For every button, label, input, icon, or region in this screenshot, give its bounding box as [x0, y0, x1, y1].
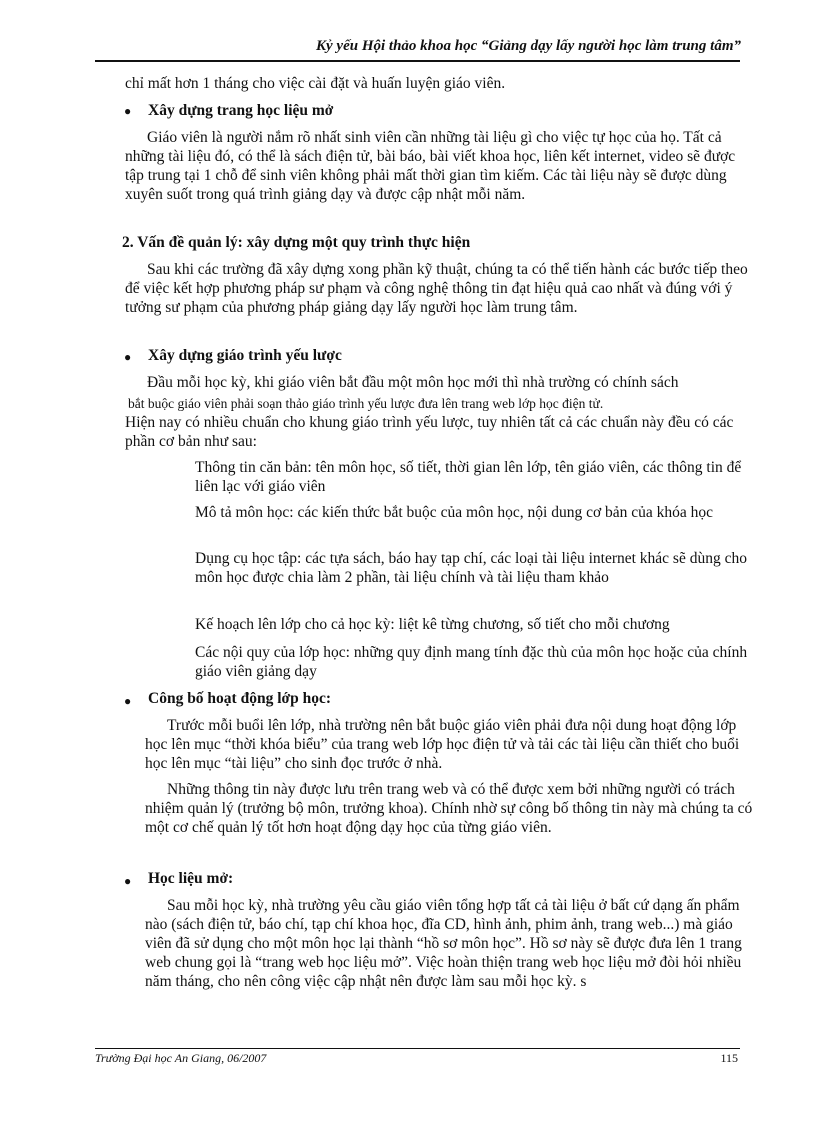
bullet-icon: ● — [124, 694, 132, 708]
paragraph: Sau mỗi học kỳ, nhà trường yêu cầu giáo viên tổng hợp tất cả tài liệu ở bất cứ dạng ấn phẩm nào (sách điện tử, báo chí, tạp chí khoa học, đĩa CD, hình ảnh, phim ảnh, trang web...) mà giáo viên đã sử dụng cho một môn học lại thành “hồ sơ môn học”. Hồ sơ này sẽ được đưa lên 1 trang web chung gọi là “trang web học liệu mở”. Việc hoàn thiện trang web học liệu mở đòi hỏi nhiều năm tháng, cho nên công việc cập nhật nên được làm sau mỗi học kỳ. s — [145, 897, 742, 990]
bullet-heading: Công bố hoạt động lớp học: — [148, 690, 332, 707]
bullet-icon: ● — [124, 104, 132, 118]
list-item: Thông tin căn bản: tên môn học, số tiết, thời gian lên lớp, tên giáo viên, các thông tin để liên lạc với giáo viên — [195, 459, 742, 495]
bullet-heading: Học liệu mở: — [148, 870, 234, 887]
paragraph: Đầu mỗi học kỳ, khi giáo viên bắt đầu một môn học mới thì nhà trường có chính sách — [147, 374, 679, 391]
footer-rule — [95, 1048, 740, 1049]
page-header-title: Kỷ yếu Hội thảo khoa học “Giảng dạy lấy người học làm trung tâm” — [316, 38, 741, 54]
paragraph: Sau khi các trường đã xây dựng xong phần kỹ thuật, chúng ta có thể tiến hành các bước tiếp theo để việc kết hợp phương pháp sư phạm và công nghệ thông tin đạt hiệu quả cao nhất và đúng với ý tưởng sư phạm của phương pháp giảng dạy lấy người học làm trung tâm. — [125, 261, 748, 316]
list-item: Kế hoạch lên lớp cho cả học kỳ: liệt kê từng chương, số tiết cho mỗi chương — [195, 616, 670, 633]
paragraph: Giáo viên là người nắm rõ nhất sinh viên cần những tài liệu gì cho việc tự học của họ. Tất cả những tài liệu đó, có thể là sách điện tử, bài báo, bài viết khoa học, liên kết internet, video sẽ được tập trung tại 1 chỗ để sinh viên không phải mất thời gian tìm kiếm. Các tài liệu này sẽ được dùng xuyên suốt trong quá trình giảng dạy và được cập nhật mỗi năm. — [125, 129, 736, 203]
paragraph: chỉ mất hơn 1 tháng cho việc cài đặt và huấn luyện giáo viên. — [125, 75, 506, 92]
paragraph: Những thông tin này được lưu trên trang web và có thể được xem bởi những người có trách nhiệm quản lý (trưởng bộ môn, trưởng khoa). Chính nhờ sự công bố thông tin này mà chúng ta có một cơ chế quản lý tốt hơn hoạt động dạy học của từng giáo viên. — [145, 781, 753, 836]
list-item: Mô tả môn học: các kiến thức bắt buộc của môn học, nội dung cơ bản của khóa học — [195, 504, 714, 521]
bullet-icon: ● — [124, 350, 132, 364]
list-item: Các nội quy của lớp học: những quy định mang tính đặc thù của môn học hoặc của chính giáo viên giảng dạy — [195, 644, 748, 680]
header-rule — [95, 60, 740, 62]
page-number: 115 — [720, 1051, 738, 1065]
section-heading: 2. Vấn đề quản lý: xây dựng một quy trình thực hiện — [122, 234, 471, 251]
list-item: Dụng cụ học tập: các tựa sách, báo hay tạp chí, các loại tài liệu internet khác sẽ dùng cho môn học được chia làm 2 phần, tài liệu chính và tài liệu tham khảo — [195, 550, 747, 586]
footer-institution: Trường Đại học An Giang, 06/2007 — [95, 1051, 267, 1065]
bullet-heading: Xây dựng trang học liệu mở — [148, 102, 334, 119]
bullet-heading: Xây dựng giáo trình yếu lược — [148, 347, 342, 364]
paragraph: Trước mỗi buổi lên lớp, nhà trường nên bắt buộc giáo viên phải đưa nội dung hoạt động lớp học lên mục “thời khóa biểu” của trang web lớp học điện tử và tải các tài liệu cần thiết cho buổi học lên mục “tài liệu” cho sinh đọc trước ở nhà. — [145, 717, 740, 772]
paragraph: bắt buộc giáo viên phải soạn thảo giáo trình yếu lược đưa lên trang web lớp học điện tử. — [128, 396, 604, 411]
bullet-icon: ● — [124, 874, 132, 888]
paragraph: Hiện nay có nhiều chuẩn cho khung giáo trình yếu lược, tuy nhiên tất cả các chuẩn này đều có các phần cơ bản như sau: — [125, 414, 734, 450]
